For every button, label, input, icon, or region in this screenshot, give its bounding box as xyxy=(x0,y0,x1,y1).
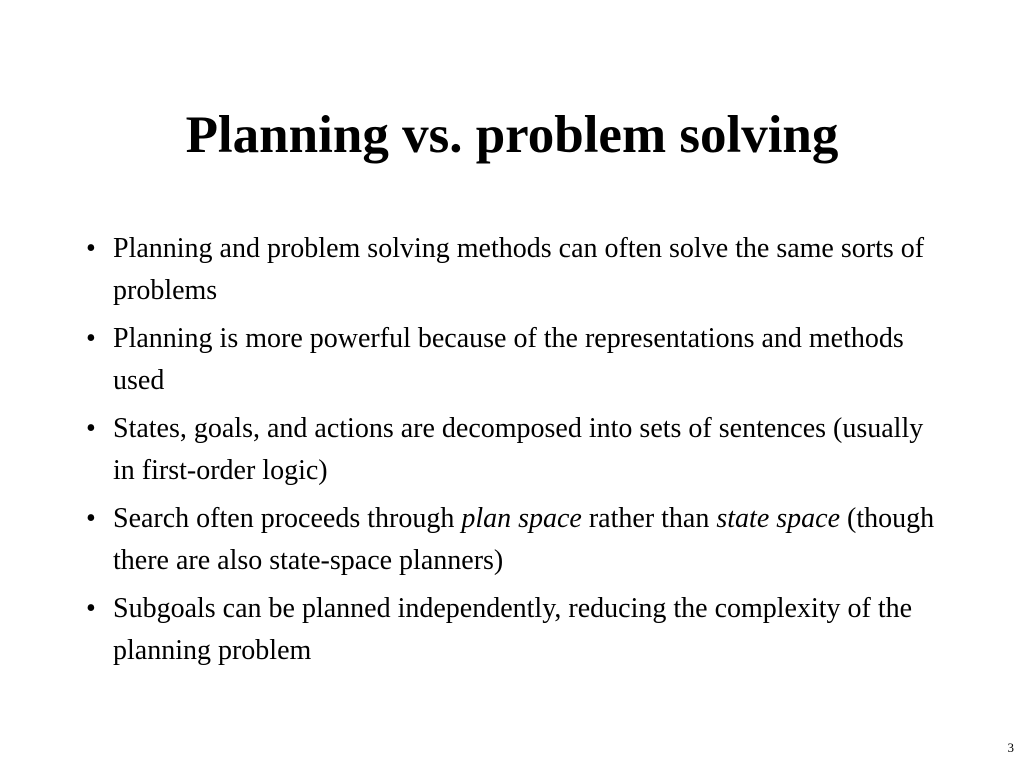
bullet-item xyxy=(86,588,946,672)
bullet-text-segment: Planning and problem solving methods can often solve the same sorts of problems xyxy=(113,233,925,306)
bullet-item xyxy=(86,318,946,402)
bullet-text-segment: rather than xyxy=(581,503,717,534)
bullet-dot: • xyxy=(86,593,96,624)
bullet-dot: • xyxy=(86,503,96,534)
bullet-item xyxy=(86,228,946,312)
bullet-dot: • xyxy=(86,233,96,264)
bullet-text xyxy=(113,503,934,576)
bullet-item xyxy=(86,498,946,582)
bullet-text xyxy=(113,593,912,666)
slide-title: Planning vs. problem solving xyxy=(185,106,839,164)
bullet-text-segment: Search often proceeds through xyxy=(113,503,462,534)
bullet-list xyxy=(86,228,946,678)
bullet-text xyxy=(113,323,904,396)
bullet-text-segment: Planning is more powerful because of the representations and methods used xyxy=(113,323,904,396)
bullet-dot: • xyxy=(86,413,96,444)
bullet-text xyxy=(113,233,924,306)
bullet-item xyxy=(86,408,946,492)
bullet-text xyxy=(113,413,923,486)
bullet-text-segment: Subgoals can be planned independently, reducing the complexity of the planning problem xyxy=(113,593,913,666)
page-number: 3 xyxy=(1007,740,1014,755)
bullet-text-emphasis: plan space xyxy=(461,503,582,534)
bullet-text-segment: States, goals, and actions are decomposed into sets of sentences (usually in first-order logic) xyxy=(113,413,924,486)
bullet-text-segment: (though there are also state-space planners) xyxy=(113,503,935,576)
bullet-text-emphasis: state space xyxy=(716,503,840,534)
bullet-dot: • xyxy=(86,323,96,354)
